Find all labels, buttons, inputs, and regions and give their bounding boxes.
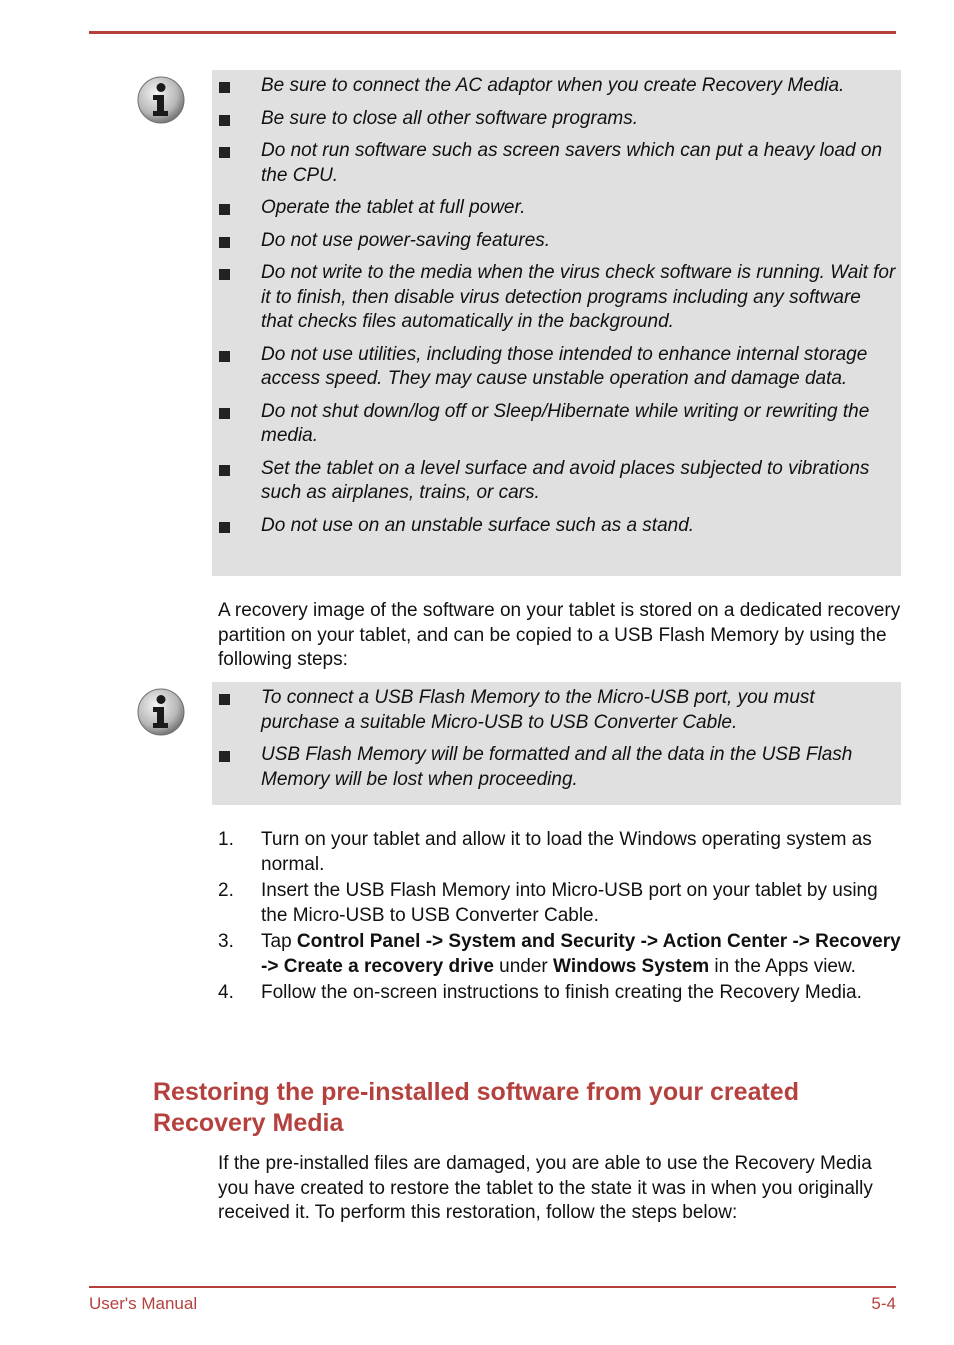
app-group-name: Windows System xyxy=(553,955,710,977)
step-number: 1. xyxy=(218,829,234,850)
steps-list xyxy=(218,828,903,1006)
note-item: Do not use utilities, including those intended to enhance internal storage access speed. They may cause unstable operation and damage data. xyxy=(212,343,901,392)
section-paragraph: If the pre-installed files are damaged, you are able to use the Recovery Media you have created to restore the tablet to the state it was in when you originally received it. To perform this restoration, follow the steps below: xyxy=(218,1153,873,1223)
bullet-icon xyxy=(219,351,230,362)
note-item: Do not shut down/log off or Sleep/Hibernate while writing or rewriting the media. xyxy=(212,400,901,449)
bullet-icon xyxy=(219,237,230,248)
note-item: Do not use power-saving features. xyxy=(212,229,901,254)
bullet-icon xyxy=(219,751,230,762)
step-text: Tap Control Panel -> System and Security -> Action Center -> Recovery -> Create a recovery drive under Windows System in the Apps view. xyxy=(261,931,901,977)
bullet-icon xyxy=(219,465,230,476)
note-box-usb-tips xyxy=(212,682,901,805)
menu-path: Control Panel -> System and Security -> Action Center -> Recovery -> Create a recovery drive xyxy=(261,931,901,977)
bullet-icon xyxy=(219,147,230,158)
note-box-recovery-tips xyxy=(212,70,901,576)
footer-manual-title: User's Manual xyxy=(89,1294,198,1313)
bullet-icon xyxy=(219,204,230,215)
step-text: Turn on your tablet and allow it to load the Windows operating system as normal. xyxy=(261,829,872,875)
step-number: 4. xyxy=(218,982,234,1004)
info-icon xyxy=(136,75,186,125)
intro-paragraph: A recovery image of the software on your tablet is stored on a dedicated recovery partition on your tablet, and can be copied to a USB Flash Memory by using the following steps: xyxy=(218,600,901,670)
step-text: Follow the on-screen instructions to finish creating the Recovery Media. xyxy=(261,982,862,1004)
note-item: Do not write to the media when the virus check software is running. Wait for it to finish, then disable virus detection programs including any software that checks files automatically in the background. xyxy=(212,261,901,335)
step-number: 2. xyxy=(218,880,234,902)
bullet-icon xyxy=(219,408,230,419)
note-item: To connect a USB Flash Memory to the Micro-USB port, you must purchase a suitable Micro-USB to USB Converter Cable. xyxy=(212,686,901,735)
note-item: Be sure to close all other software programs. xyxy=(212,107,901,132)
list-item xyxy=(218,828,903,878)
note-item: USB Flash Memory will be formatted and all the data in the USB Flash Memory will be lost when proceeding. xyxy=(212,743,901,792)
bullet-icon xyxy=(219,269,230,280)
step-text: Insert the USB Flash Memory into Micro-USB port on your tablet by using the Micro-USB to USB Converter Cable. xyxy=(261,880,878,926)
step-number: 3. xyxy=(218,931,234,953)
bullet-icon xyxy=(219,115,230,126)
bullet-icon xyxy=(219,694,230,705)
note-item: Be sure to connect the AC adaptor when you create Recovery Media. xyxy=(212,74,901,99)
bullet-icon xyxy=(219,522,230,533)
note-item: Operate the tablet at full power. xyxy=(212,196,901,221)
note-item: Do not run software such as screen savers which can put a heavy load on the CPU. xyxy=(212,139,901,188)
header-rule xyxy=(89,31,896,34)
list-item xyxy=(218,930,903,980)
bullet-icon xyxy=(219,82,230,93)
info-icon xyxy=(136,687,186,737)
note-item: Set the tablet on a level surface and avoid places subjected to vibrations such as airplanes, trains, or cars. xyxy=(212,457,901,506)
list-item xyxy=(218,981,903,1006)
section-heading: Restoring the pre-installed software from your created Recovery Media xyxy=(153,1078,799,1137)
footer-rule xyxy=(89,1286,896,1288)
note-item: Do not use on an unstable surface such as a stand. xyxy=(212,514,901,539)
footer-page-number: 5-4 xyxy=(871,1294,896,1313)
list-item xyxy=(218,879,903,929)
